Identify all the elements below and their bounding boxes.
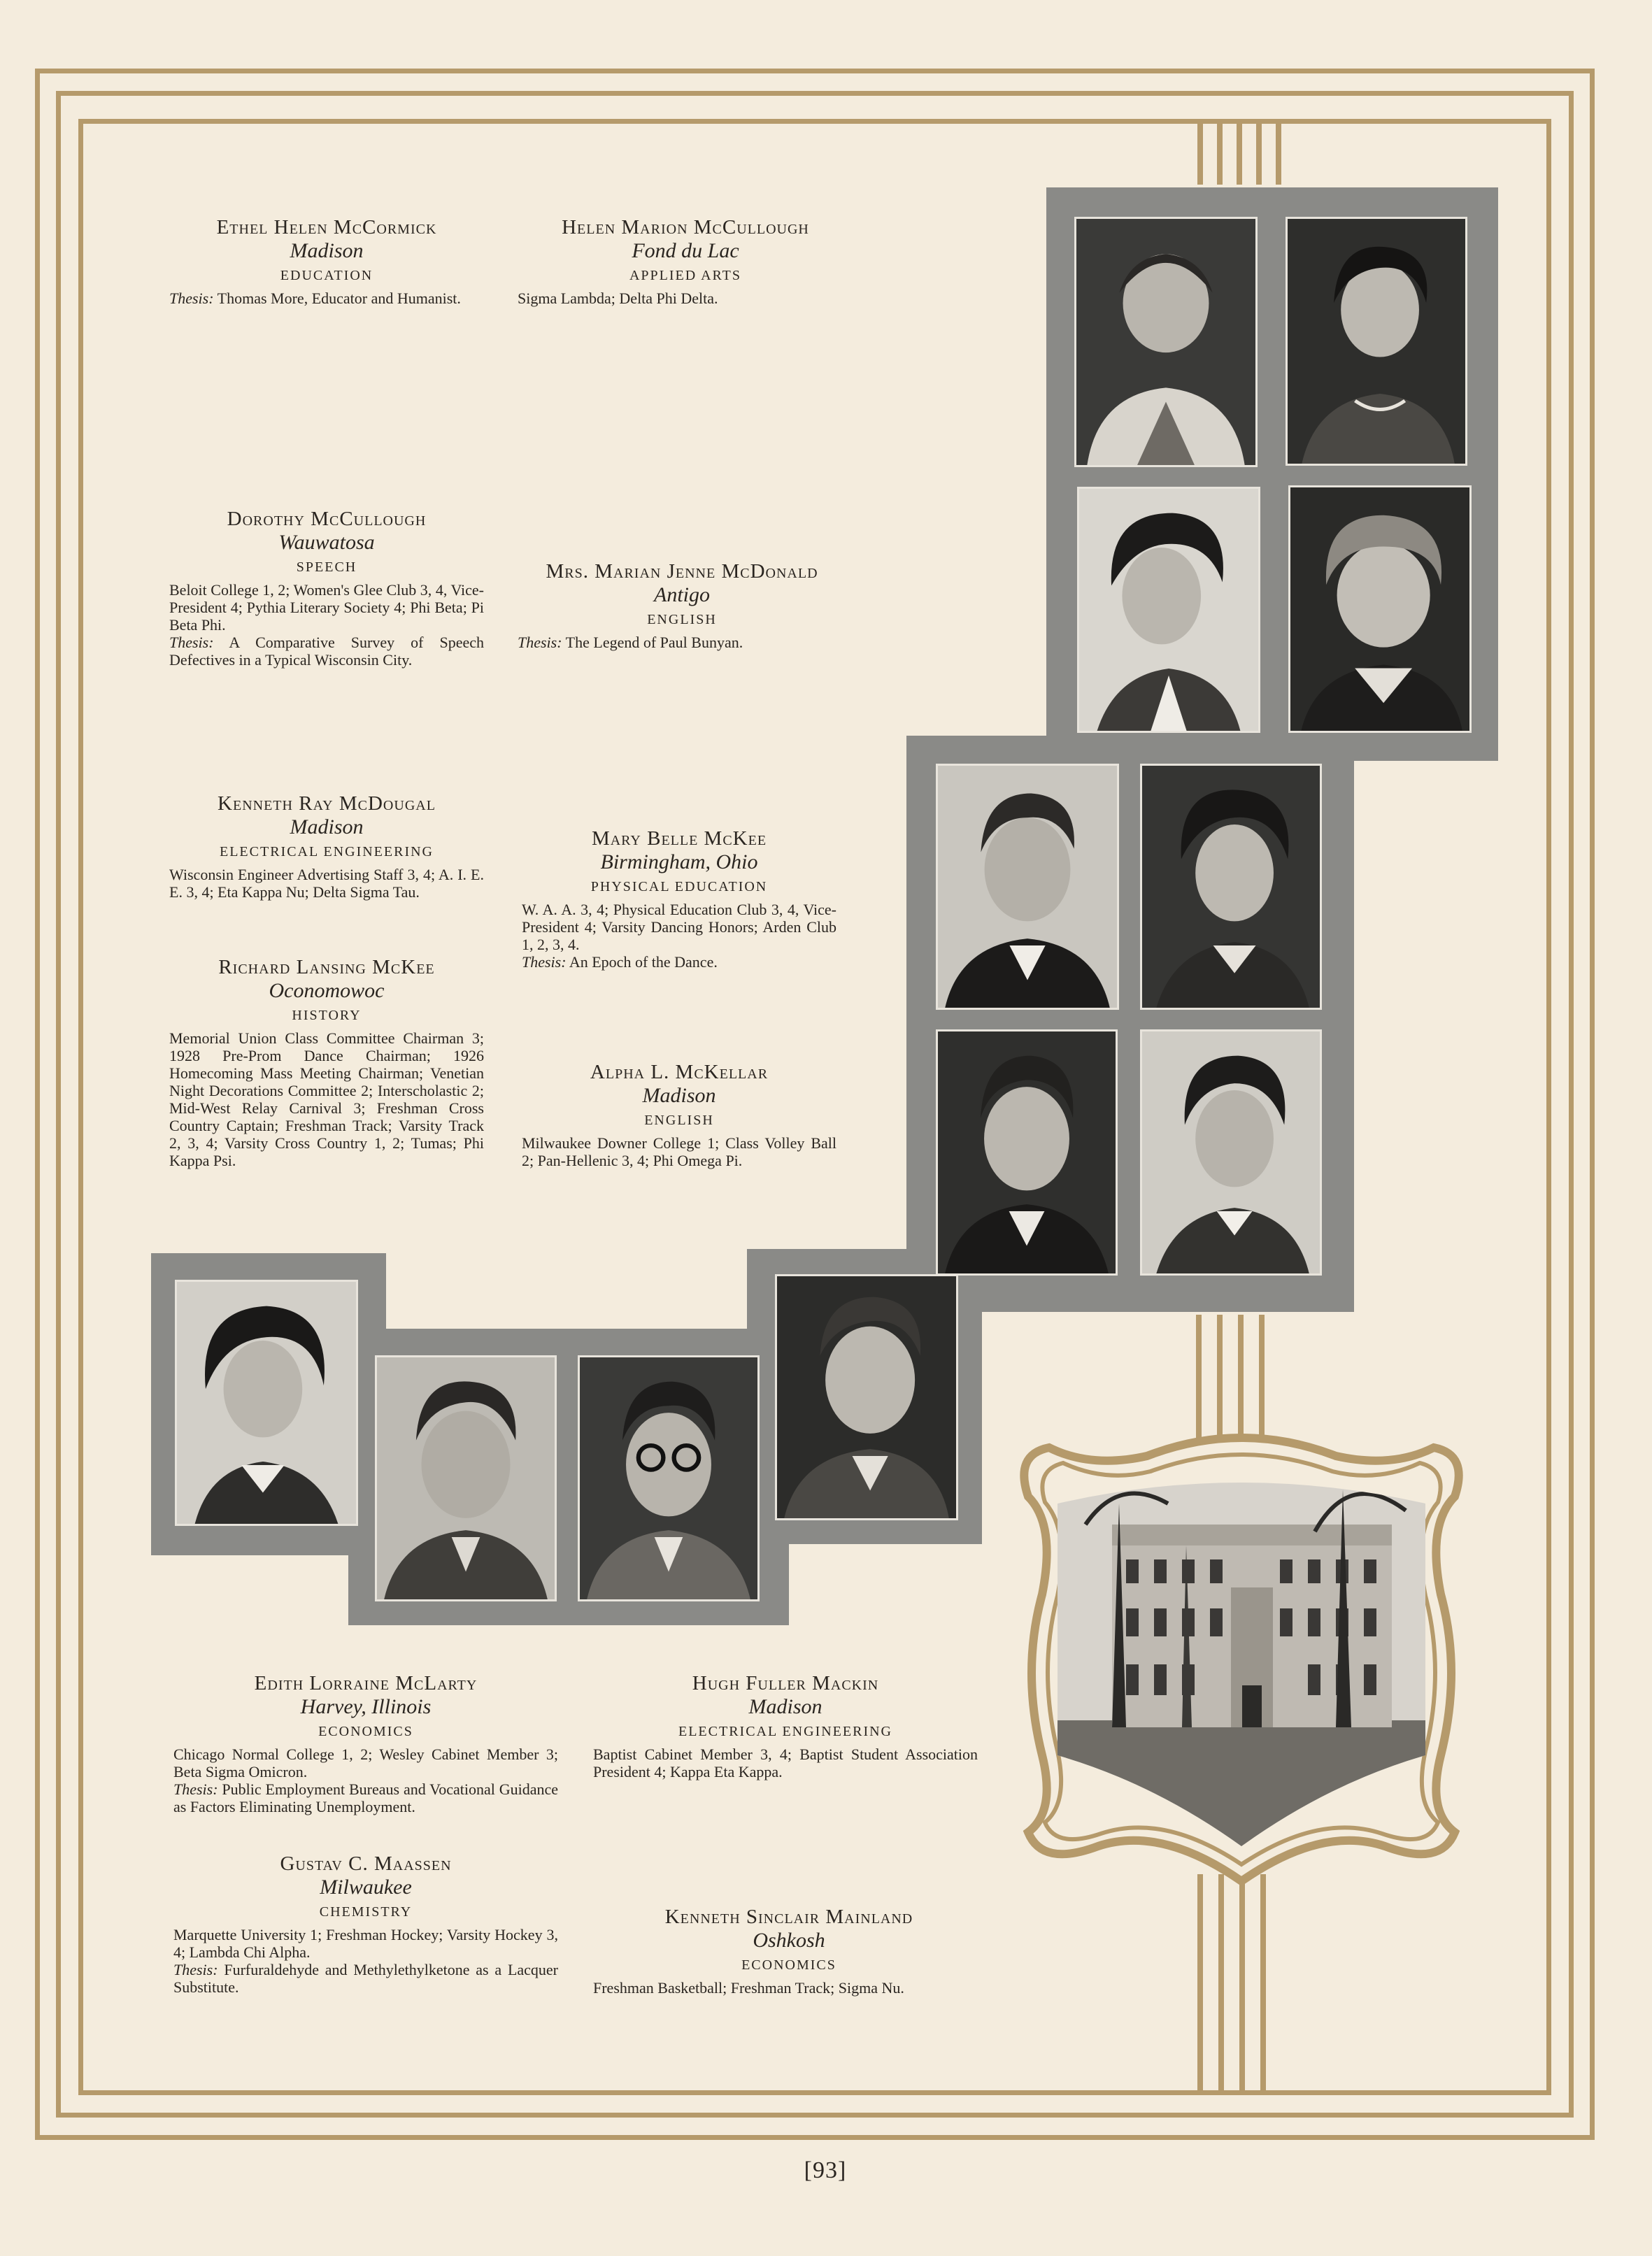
- entry-department: HISTORY: [292, 1008, 362, 1023]
- entry-city: Oconomowoc: [269, 979, 385, 1002]
- entry-city: Madison: [290, 815, 364, 838]
- portrait-photo: [1140, 764, 1322, 1010]
- entry-kenneth-mainland: [593, 1905, 985, 1997]
- entry-name: Helen Marion McCullough: [562, 216, 809, 238]
- entry-department: SPEECH: [296, 559, 357, 575]
- entry-department: ENGLISH: [644, 1113, 714, 1128]
- entry-gustav-maassen: [173, 1852, 558, 1996]
- entry-name: Mrs. Marian Jenne McDonald: [546, 560, 818, 583]
- portrait-photo: [936, 1029, 1118, 1276]
- portrait-photo: [1286, 217, 1467, 466]
- entry-thesis: Thesis: Thomas More, Educator and Humanist.: [169, 290, 461, 307]
- entry-dorothy-mccullough: [169, 507, 484, 669]
- entry-activities: W. A. A. 3, 4; Physical Education Club 3, 4, Vice-President 4; Varsity Dancing Honors; Arden Club 1, 2, 3, 4.: [522, 901, 836, 953]
- entry-city: Wauwatosa: [278, 531, 375, 554]
- entry-kenneth-mcdougal: [169, 792, 484, 901]
- entry-activities: Milwaukee Downer College 1; Class Volley Ball 2; Pan-Hellenic 3, 4; Phi Omega Pi.: [522, 1134, 836, 1169]
- portrait-photo: [175, 1280, 358, 1526]
- entry-activities: Freshman Basketball; Freshman Track; Sigma Nu.: [593, 1979, 904, 1997]
- entry-helen-mccullough: [518, 215, 853, 307]
- entry-activities: Memorial Union Class Committee Chairman 3; 1928 Pre-Prom Dance Chairman; 1926 Homecoming Mass Meeting Chairman; Venetian Night Decorations Committee 2; Interscholastic 2; Mid-West Relay Carnival 3; Freshman Cross Country Captain; Freshman Track; Varsity Track 2, 3, 4; Varsity Cross Country 1, 2; Tumas; Phi Kappa Psi.: [169, 1029, 484, 1169]
- portrait-photo: [1074, 217, 1258, 467]
- building-cartouche: [1007, 1420, 1476, 1895]
- entry-activities: Baptist Cabinet Member 3, 4; Baptist Student Association President 4; Kappa Eta Kappa.: [593, 1745, 978, 1780]
- portrait-photo: [1140, 1029, 1322, 1276]
- entry-marian-mcdonald: [518, 559, 846, 651]
- entry-city: Milwaukee: [320, 1876, 412, 1899]
- entry-name: Kenneth Ray McDougal: [218, 792, 436, 815]
- entry-activities: Chicago Normal College 1, 2; Wesley Cabinet Member 3; Beta Sigma Omicron.: [173, 1745, 558, 1780]
- portrait-photo: [1288, 485, 1472, 733]
- entry-city: Harvey, Illinois: [300, 1695, 432, 1718]
- portrait-photo: [1077, 487, 1260, 733]
- entry-city: Birmingham, Ohio: [600, 850, 758, 873]
- entry-activities: Beloit College 1, 2; Women's Glee Club 3, 4, Vice-President 4; Pythia Literary Society 4; Phi Beta; Pi Beta Phi.: [169, 581, 484, 634]
- entry-hugh-mackin: [593, 1671, 978, 1780]
- entry-department: ECONOMICS: [741, 1957, 836, 1973]
- entry-mary-mckee: [522, 827, 836, 971]
- entry-city: Antigo: [654, 583, 710, 606]
- entry-alpha-mckellar: [522, 1060, 836, 1169]
- entry-city: Fond du Lac: [632, 239, 739, 262]
- portrait-photo: [775, 1274, 958, 1520]
- entry-department: ELECTRICAL ENGINEERING: [220, 844, 434, 859]
- entry-city: Madison: [290, 239, 364, 262]
- entry-name: Richard Lansing McKee: [218, 956, 435, 978]
- entry-richard-mckee: [169, 955, 484, 1169]
- page-number: [93]: [804, 2157, 847, 2183]
- entry-activities: Wisconsin Engineer Advertising Staff 3, 4; A. I. E. E. 3, 4; Eta Kappa Nu; Delta Sigma Tau.: [169, 866, 484, 901]
- entry-edith-mclarty: [173, 1671, 558, 1815]
- entry-name: Kenneth Sinclair Mainland: [664, 1906, 913, 1928]
- portrait-photo: [578, 1355, 760, 1601]
- entry-name: Ethel Helen McCormick: [216, 216, 437, 238]
- entry-thesis: Thesis: Furfuraldehyde and Methylethylketone as a Lacquer Substitute.: [173, 1961, 559, 1996]
- entry-thesis: Thesis: The Legend of Paul Bunyan.: [518, 634, 743, 651]
- entry-thesis: Thesis: A Comparative Survey of Speech Defectives in a Typical Wisconsin City.: [169, 634, 484, 669]
- entry-department: CHEMISTRY: [319, 1904, 413, 1920]
- entry-activities: Sigma Lambda; Delta Phi Delta.: [518, 290, 718, 307]
- entry-name: Gustav C. Maassen: [280, 1852, 452, 1875]
- entry-city: Madison: [748, 1695, 823, 1718]
- entry-activities: Marquette University 1; Freshman Hockey; Varsity Hockey 3, 4; Lambda Chi Alpha.: [173, 1926, 558, 1961]
- entry-department: EDUCATION: [280, 268, 373, 283]
- entry-department: ECONOMICS: [318, 1724, 413, 1739]
- entry-department: PHYSICAL EDUCATION: [590, 879, 768, 894]
- entry-thesis: Thesis: Public Employment Bureaus and Vocational Guidance as Factors Eliminating Unemployment.: [173, 1780, 559, 1815]
- portrait-photo: [936, 764, 1119, 1010]
- entry-thesis: Thesis: An Epoch of the Dance.: [522, 953, 718, 971]
- entry-name: Alpha L. McKellar: [590, 1061, 769, 1083]
- portrait-photo: [375, 1355, 557, 1601]
- entry-department: APPLIED ARTS: [629, 268, 742, 283]
- entry-city: Oshkosh: [753, 1929, 825, 1952]
- entry-city: Madison: [642, 1084, 716, 1107]
- entry-name: Mary Belle McKee: [591, 827, 767, 850]
- entry-ethel-mccormick: [169, 215, 484, 307]
- entry-department: ENGLISH: [647, 612, 717, 627]
- entry-name: Edith Lorraine McLarty: [254, 1672, 478, 1694]
- entry-name: Dorothy McCullough: [227, 508, 427, 530]
- entry-department: ELECTRICAL ENGINEERING: [678, 1724, 892, 1739]
- entry-name: Hugh Fuller Mackin: [692, 1672, 879, 1694]
